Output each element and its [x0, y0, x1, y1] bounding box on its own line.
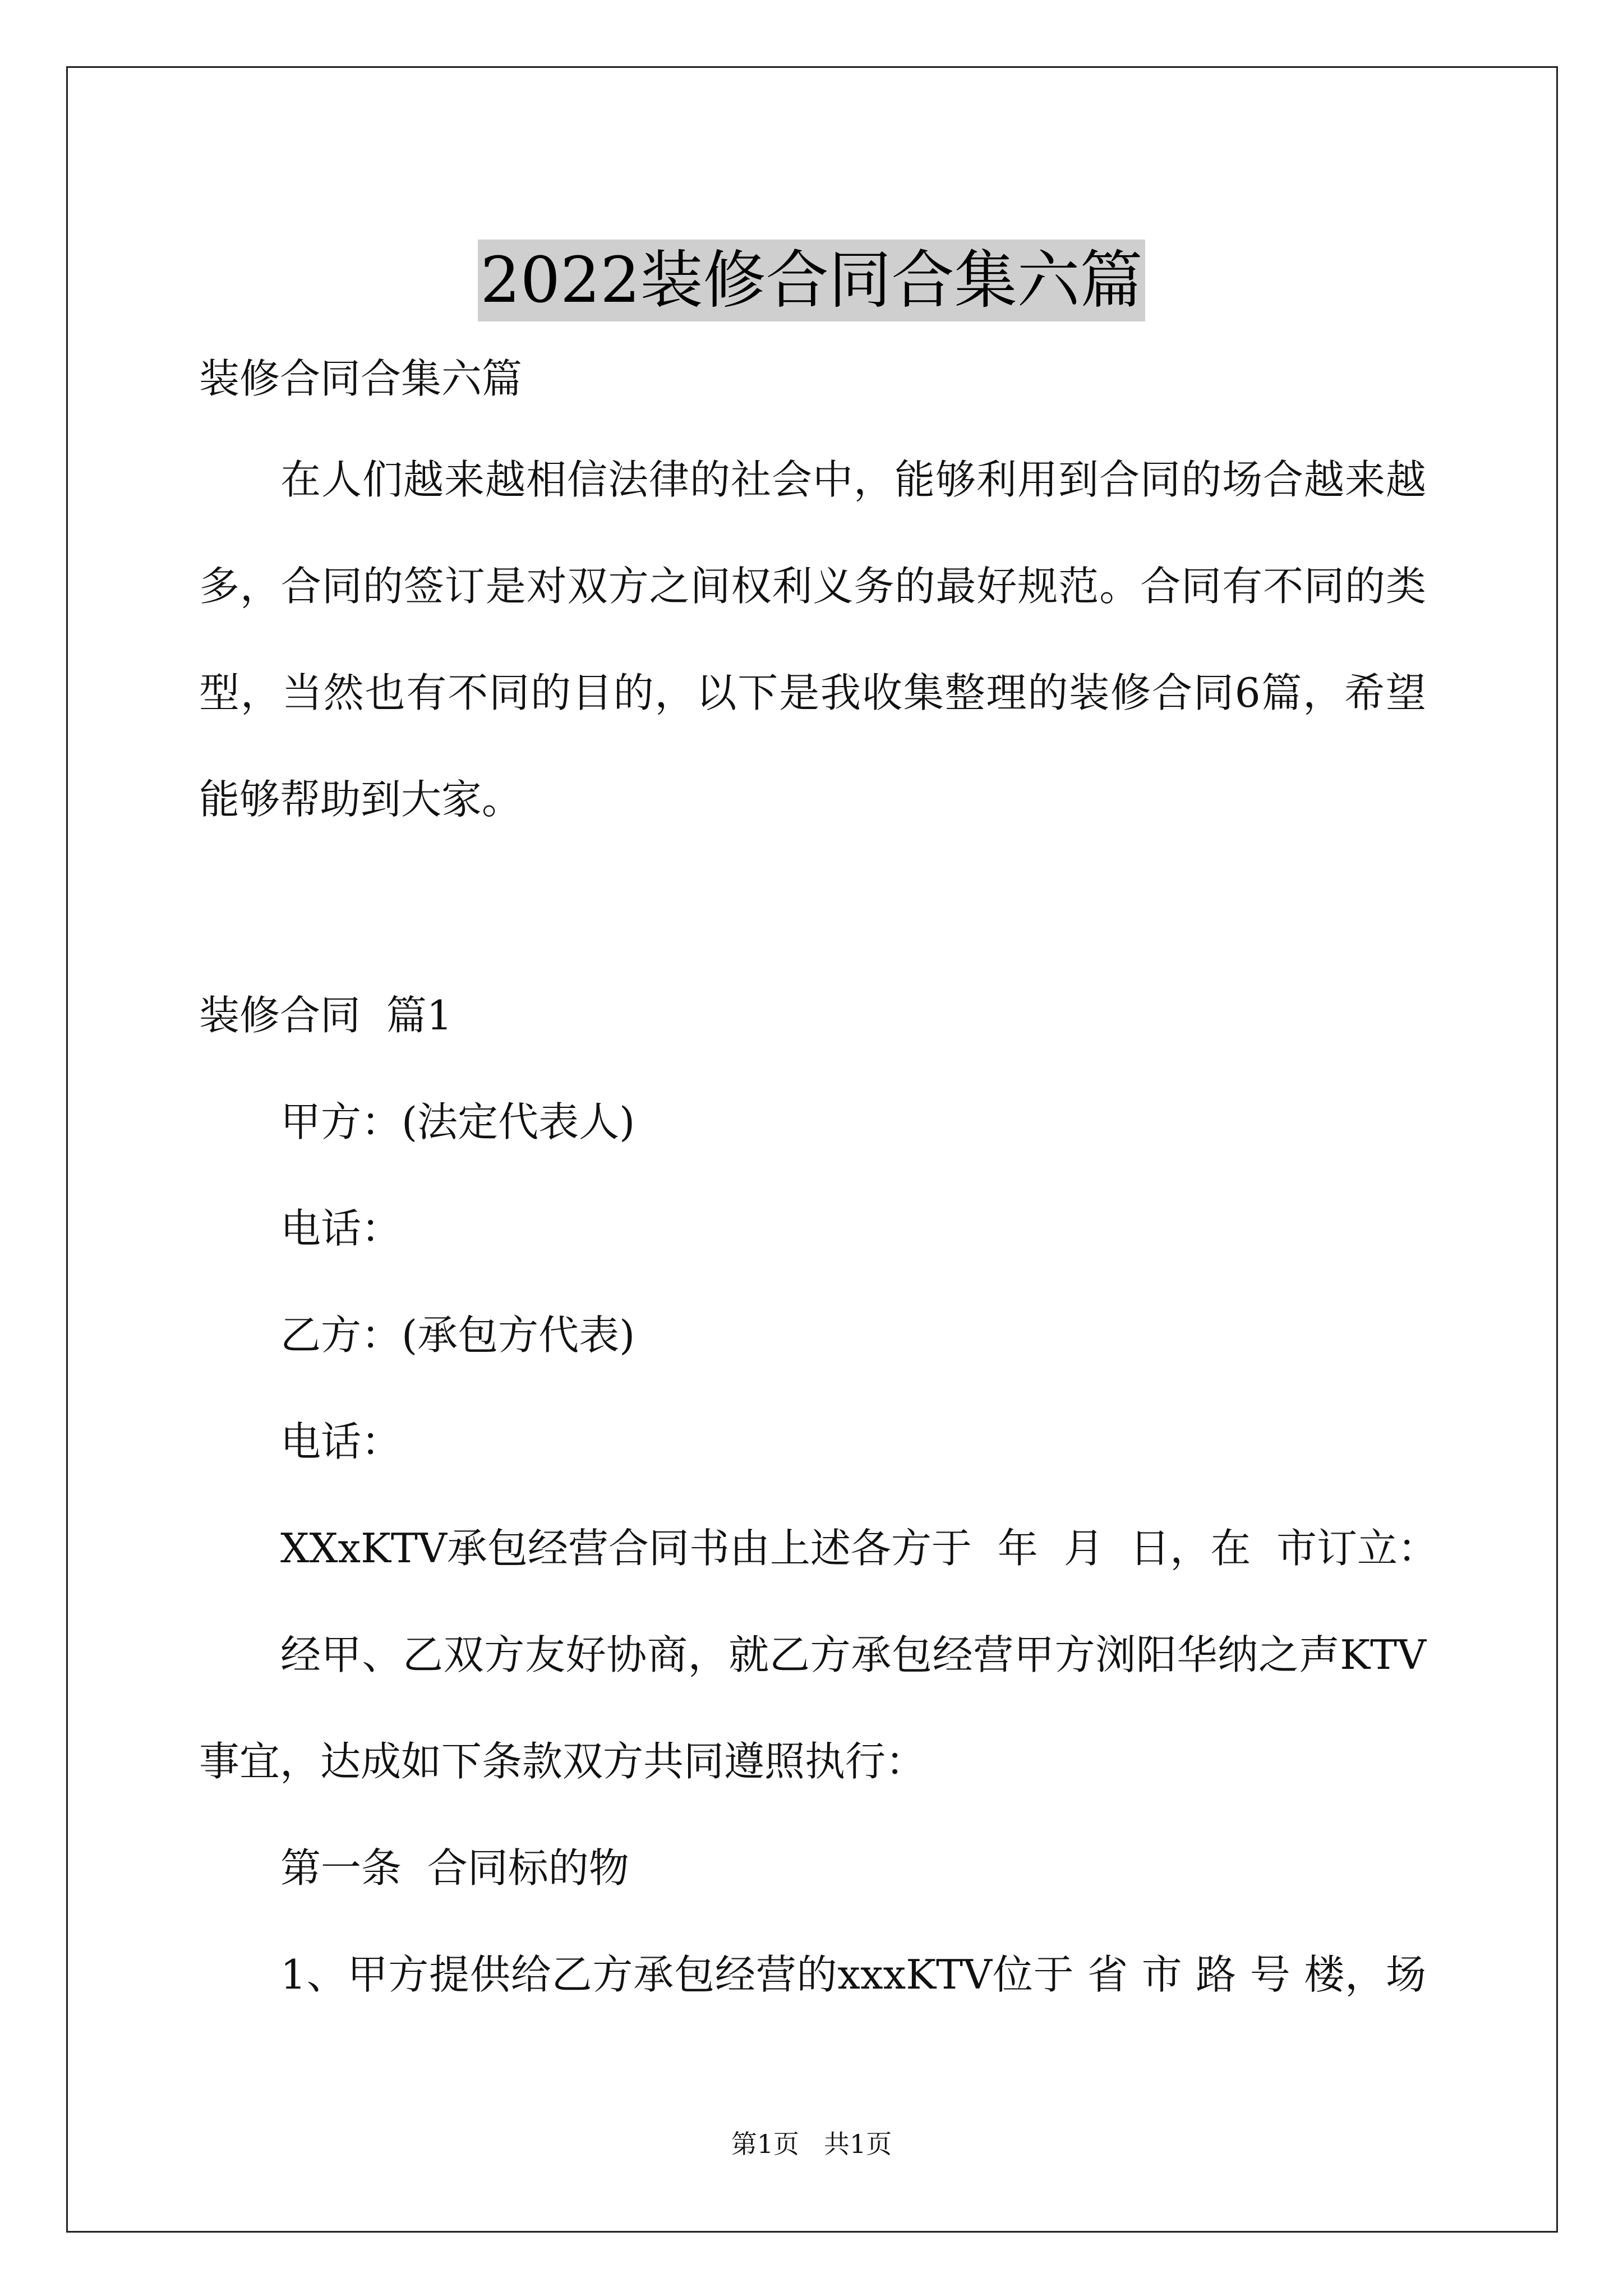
- page-footer: [0, 2127, 1623, 2161]
- page-total: 共1页: [824, 2129, 892, 2159]
- party-a: 甲方：(法定代表人): [280, 1098, 635, 1145]
- phone-a: 电话：: [280, 1205, 402, 1252]
- phone-b: 电话：: [280, 1418, 402, 1465]
- clause-one: 1、甲方提供给乙方承包经营的xxxKTV位于 省 市 路 号 楼，场: [280, 1951, 1426, 1998]
- party-b: 乙方：(承包方代表): [280, 1312, 635, 1359]
- agreement-line: XXxKTV承包经营合同书由上述各方于 年 月 日，在 市订立：: [280, 1525, 1438, 1572]
- document-title: 2022装修合同合集六篇: [478, 240, 1145, 321]
- intro-line-2: 多，合同的签订是对双方之间权利义务的最好规范。合同有不同的类: [199, 563, 1426, 610]
- intro-line-3: 型，当然也有不同的目的，以下是我收集整理的装修合同6篇，希望: [199, 669, 1426, 716]
- negotiation-line-2: 事宜，达成如下条款双方共同遵照执行：: [199, 1738, 926, 1785]
- article-one-heading: 第一条 合同标的物: [280, 1844, 629, 1892]
- intro-line-4: 能够帮助到大家。: [199, 776, 523, 823]
- intro-line-1: 在人们越来越相信法律的社会中，能够利用到合同的场合越来越: [280, 456, 1426, 503]
- document-subtitle: 装修合同合集六篇: [199, 355, 523, 402]
- section-heading: 装修合同 篇1: [199, 992, 453, 1039]
- page-current: 第1页: [731, 2129, 799, 2159]
- title-container: [0, 197, 1623, 364]
- negotiation-line-1: 经甲、乙双方友好协商，就乙方承包经营甲方浏阳华纳之声KTV: [280, 1631, 1426, 1678]
